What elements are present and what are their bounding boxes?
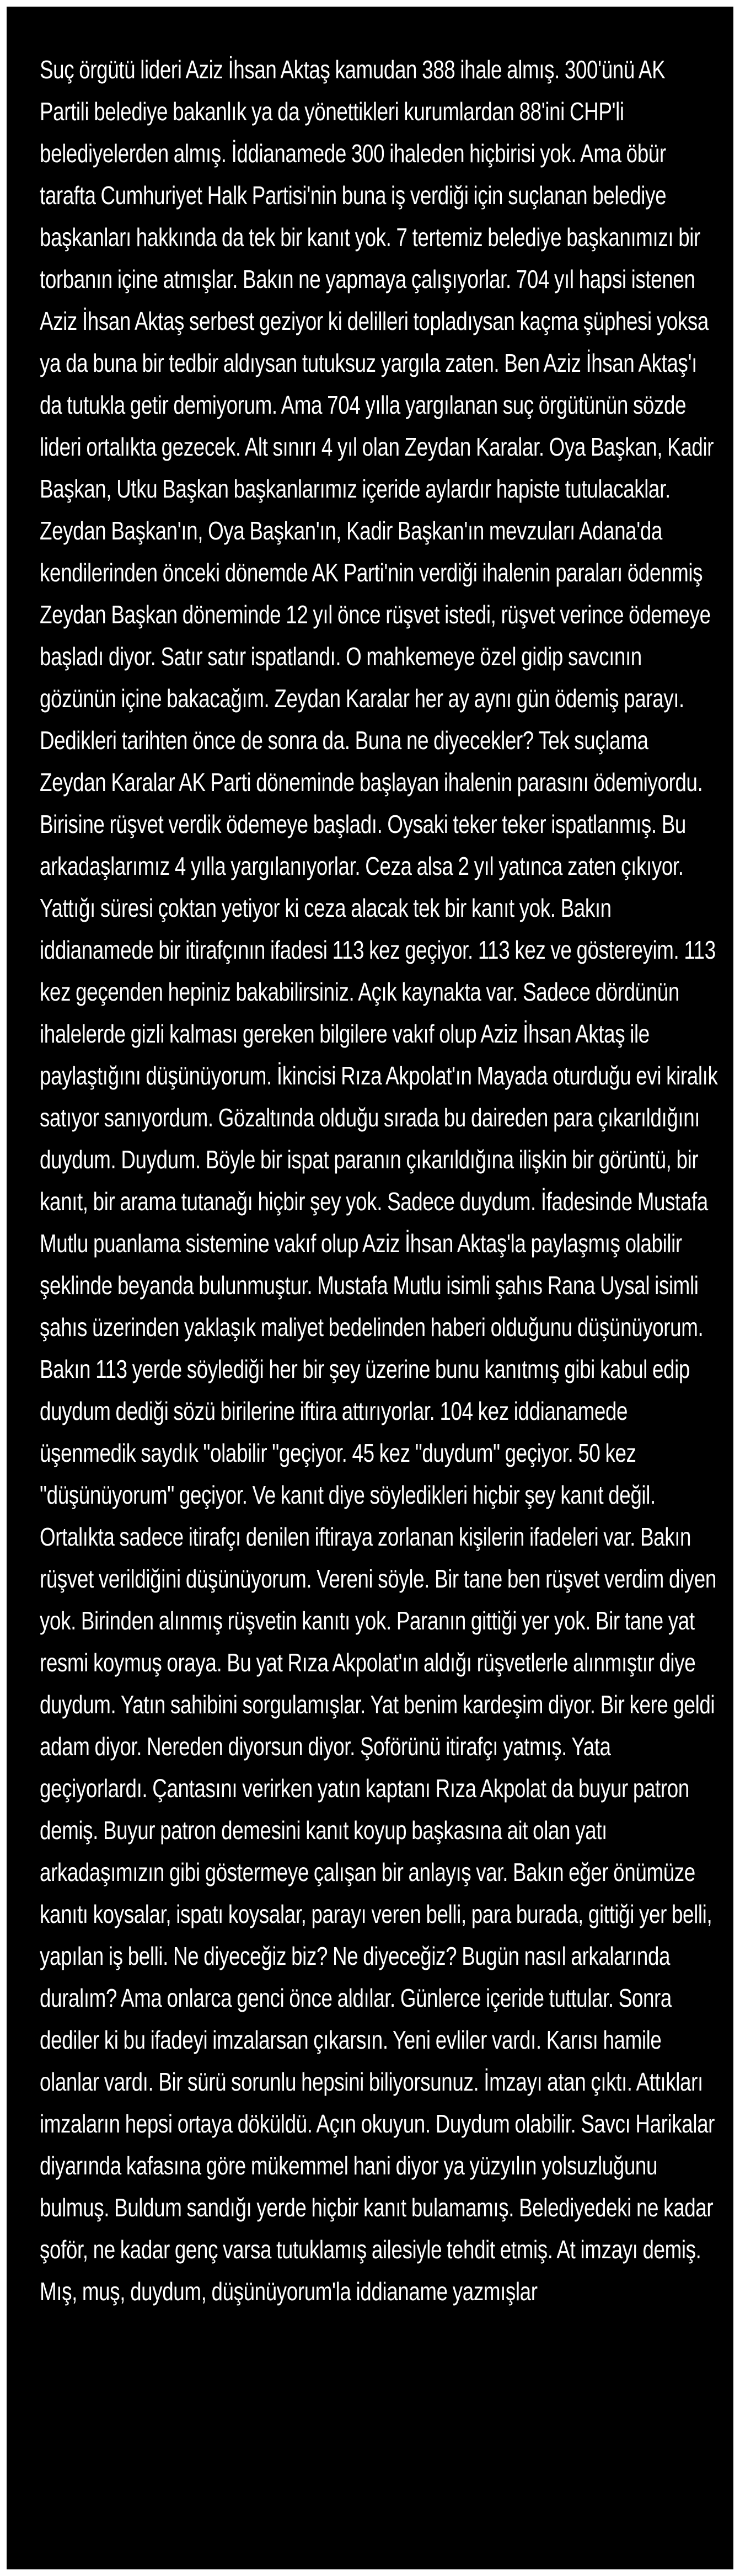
text-card <box>7 7 733 2569</box>
speech-transcript: Suç örgütü lideri Aziz İhsan Aktaş kamudan 388 ihale almış. 300'ünü AK Partili belediye bakanlık ya da yönettikleri kurumlardan 88'ini CHP'li belediyelerden almış. İddianamede 300 ihaleden hiçbirisi yok. Ama öbür tarafta Cumhuriyet Halk Partisi'nin buna iş verdiği için suçlanan belediye başkanları hakkında da tek bir kanıt yok. 7 tertemiz belediye başkanımızı bir torbanın içine atmışlar. Bakın ne yapmaya çalışıyorlar. 704 yıl hapsi istenen Aziz İhsan Aktaş serbest geziyor ki delilleri topladıysan kaçma şüphesi yoksa ya da buna bir tedbir aldıysan tutuksuz yargıla zaten. Ben Aziz İhsan Aktaş'ı da tutukla getir demiyorum. Ama 704 yılla yargılanan suç örgütünün sözde lideri ortalıkta gezecek. Alt sınırı 4 yıl olan Zeydan Karalar. Oya Başkan, Kadir Başkan, Utku Başkan başkanlarımız içeride aylardır hapiste tutulacaklar. Zeydan Başkan'ın, Oya Başkan'ın, Kadir Başkan'ın mevzuları Adana'da kendilerinden önceki dönemde AK Parti'nin verdiği ihalenin paraları ödenmiş Zeydan Başkan döneminde 12 yıl önce rüşvet istedi, rüşvet verince ödemeye başladı diyor. Satır satır ispatlandı. O mahkemeye özel gidip savcının gözünün içine bakacağım. Zeydan Karalar her ay aynı gün ödemiş parayı. Dedikleri tarihten önce de sonra da. Buna ne diyecekler? Tek suçlama Zeydan Karalar AK Parti döneminde başlayan ihalenin parasını ödemiyordu. Birisine rüşvet verdik ödemeye başladı. Oysaki teker teker ispatlanmış. Bu arkadaşlarımız 4 yılla yargılanıyorlar. Ceza alsa 2 yıl yatınca zaten çıkıyor. Yattığı süresi çoktan yetiyor ki ceza alacak tek bir kanıt yok. Bakın iddianamede bir itirafçının ifadesi 113 kez geçiyor. 113 kez ve göstereyim. 113 kez geçenden hepiniz bakabilirsiniz. Açık kaynakta var. Sadece dördünün ihalelerde gizli kalması gereken bilgilere vakıf olup Aziz İhsan Aktaş ile paylaştığını düşünüyorum. İkincisi Rıza Akpolat'ın Mayada oturduğu evi kiralık satıyor sanıyordum. Gözaltında olduğu sırada bu daireden para çıkarıldığını duydum. Duydum. Böyle bir ispat paranın çıkarıldığına ilişkin bir görüntü, bir kanıt, bir arama tutanağı hiçbir şey yok. Sadece duydum. İfadesinde Mustafa Mutlu puanlama sistemine vakıf olup Aziz İhsan Aktaş'la paylaşmış olabilir şeklinde beyanda bulunmuştur. Mustafa Mutlu isimli şahıs Rana Uysal isimli şahıs üzerinden yaklaşık maliyet bedelinden haberi olduğunu düşünüyorum. Bakın 113 yerde söylediği her bir şey üzerine bunu kanıtmış gibi kabul edip duydum dediği sözü birilerine iftira attırıyorlar. 104 kez iddianamede üşenmedik saydık "olabilir "geçiyor. 45 kez "duydum" geçiyor. 50 kez "düşünüyorum" geçiyor. Ve kanıt diye söyledikleri hiçbir şey kanıt değil. Ortalıkta sadece itirafçı denilen iftiraya zorlanan kişilerin ifadeleri var. Bakın rüşvet verildiğini düşünüyorum. Vereni söyle. Bir tane ben rüşvet verdim diyen yok. Birinden alınmış rüşvetin kanıtı yok. Paranın gittiği yer yok. Bir tane yat resmi koymuş oraya. Bu yat Rıza Akpolat'ın aldığı rüşvetlerle alınmıştır diye duydum. Yatın sahibini sorgulamışlar. Yat benim kardeşim diyor. Bir kere geldi adam diyor. Nereden diyorsun diyor. Şoförünü itirafçı yatmış. Yata geçiyorlardı. Çantasını verirken yatın kaptanı Rıza Akpolat da buyur patron demiş. Buyur patron demesini kanıt koyup başkasına ait olan yatı arkadaşımızın gibi göstermeye çalışan bir anlayış var. Bakın eğer önümüze kanıtı koysalar, ispatı koysalar, parayı veren belli, para burada, gittiği yer belli, yapılan iş belli. Ne diyeceğiz biz? Ne diyeceğiz? Bugün nasıl arkalarında duralım? Ama onlarca genci önce aldılar. Günlerce içeride tuttular. Sonra dediler ki bu ifadeyi imzalarsan çıkarsın. Yeni evliler vardı. Karısı hamile olanlar vardı. Bir sürü sorunlu hepsini biliyorsunuz. İmzayı atan çıktı. Attıkları imzaların hepsi ortaya döküldü. Açın okuyun. Duydum olabilir. Savcı Harikalar diyarında kafasına göre mükemmel hani diyor ya yüzyılın yolsuzluğunu bulmuş. Buldum sandığı yerde hiçbir kanıt bulamamış. Belediyedeki ne kadar şoför, ne kadar genç varsa tutuklamış ailesiyle tehdit etmiş. At imzayı demiş. Mış, muş, duydum, düşünüyorum'la iddianame yazmışlar <box>40 55 718 2306</box>
